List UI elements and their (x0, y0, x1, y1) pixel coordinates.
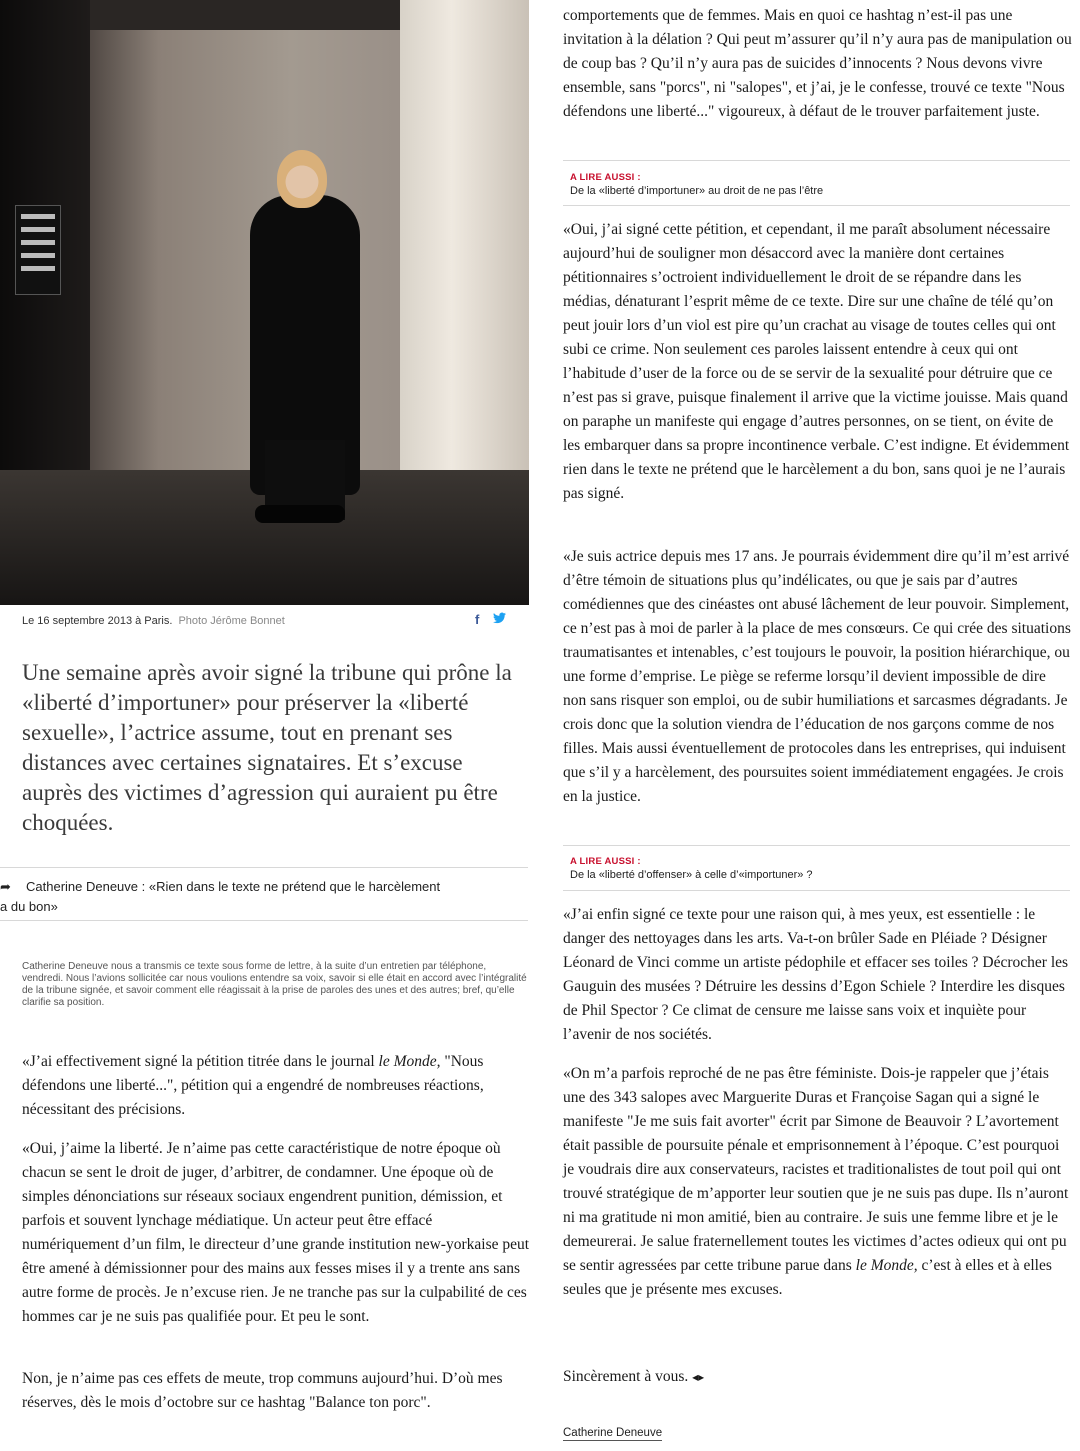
paragraph-1-text-end: "Nous défendons une liberté...", pétition qui a engendré de nombreuses réactions, nécessitant des précisions. (22, 1053, 484, 1118)
lire-aussi-2[interactable] (570, 856, 813, 882)
photo-figure-shoes (255, 505, 345, 523)
lire-aussi-link[interactable]: De la «liberté d’offenser» à celle d’«importuner» ? (570, 869, 813, 881)
paragraph-7-text: «On m’a parfois reproché de ne pas être féministe. Dois-je rappeler que j’étais une des 343 salopes avec Marguerite Duras et Françoise Sagan qui a signé le manifeste "Je me suis fait avorter" écrit par Simone de Beauvoir ? L’avortement était passible de poursuite pénale et emprisonnement à l’époque. C’est pourquoi je voudrais dire aux conservateurs, racistes et traditionalistes de tout poil qui ont trouvé stratégique de m’apporter leur soutien que je ne suis pas dupe. Ils n’auront ni ma gratitude ni mon amitié, bien au contraire. Je suis une femme libre et je le demeurerai. Je salue fraternellement toutes les victimes d’actes odieux qui ont pu se sentir agressées par cette tribune parue dans (563, 1065, 1069, 1274)
divider (563, 890, 1070, 891)
paragraph-6: «J’ai enfin signé ce texte pour une raison qui, à mes yeux, est essentielle : le danger des nettoyages dans les arts. Va-t-on brûler Sade en Pléiade ? Désigner Léonard de Vinci comme un artiste pédophile et effacer ses toiles ? Décrocher les Gauguin des musées ? Détruire les dessins d’Egon Schiele ? Interdire les disques de Phil Spector ? Ce climat de censure me laisse sans voix et inquiète pour l’avenir de nos sociétés. (563, 906, 1069, 1043)
lire-aussi-1[interactable] (570, 172, 823, 198)
divider (563, 205, 1070, 206)
paragraph-1-text: «J’ai effectivement signé la pétition titrée dans le journal (22, 1053, 379, 1070)
photo-wall-sign (15, 205, 61, 295)
twitter-icon[interactable] (493, 612, 506, 627)
caption-credit: Photo Jérôme Bonnet (178, 615, 285, 627)
related-line-2: a du bon» (0, 899, 58, 914)
divider (0, 920, 528, 921)
divider (563, 160, 1070, 161)
paragraph-5: «Je suis actrice depuis mes 17 ans. Je pourrais évidemment dire qu’il m’est arrivé d’être témoin de situations plus qu’indélicates, ou que je sais par d’autres comédiennes que des cinéastes ont abusé lâchement de leur pouvoir. Simplement, ce n’est pas à moi de parler à la place de mes consœurs. Ce qui crée des situations traumatisantes et intenables, c’est toujours le pouvoir, la position hiérarchique, ou une forme d’emprise. Le piège se referme lorsqu’il devient impossible de dire non sans risquer son emploi, ou de subir humiliations et sarcasmes dégradants. Je crois donc que la solution viendra de l’éducation de nos garçons comme de nos filles. Mais aussi éventuellement de protocoles dans les entreprises, qui induisent que s’il y a harcèlement, des poursuites soient immédiatement engagées. Je crois en la justice. (563, 548, 1071, 805)
closing-line (563, 1365, 1073, 1389)
editor-note: Catherine Deneuve nous a transmis ce texte sous forme de lettre, à la suite d’un entretien par téléphone, vendredi. Nous l’avions sollicitée car nous voulions entendre sa voix, savoir si elle était en accord avec l’intégralité de la tribune signée, et savoir comment elle réagissait à la prise de paroles des unes et des autres; bref, qu’elle clarifie sa position. (22, 961, 527, 1008)
photo-caption (22, 615, 285, 627)
paragraph-2: «Oui, j’aime la liberté. Je n’aime pas cette caractéristique de notre époque où chacun se sent le droit de juger, d’arbitrer, de condamner. Une époque où de simples dénonciations sur réseaux sociaux engendrent punition, démission, et parfois et souvent lynchage médiatique. Un acteur peut être effacé numériquement d’un film, le directeur d’une grande institution new-yorkaise peut être amené à démissionner pour des mains aux fesses mises il y a trente ans sans autre forme de procès. Je n’excuse rien. Je ne tranche pas sur la culpabilité de ces hommes car je ne suis pas qualifiée pour. Et peu le sont. (22, 1140, 530, 1325)
article-lede: Une semaine après avoir signé la tribune qui prône la «liberté d’importuner» pour préserver la «liberté sexuelle», l’actrice assume, tout en prenant ses distances avec certaines signataires. Et s’excuse auprès des victimes d’agression qui auraient pu être choquées. (22, 660, 512, 835)
photo-pillar (400, 0, 529, 500)
lire-aussi-kicker: A LIRE AUSSI : (570, 856, 641, 867)
paragraph-7-text-end: c’est à elles et à elles seules que je présente mes excuses. (563, 1257, 1052, 1298)
facebook-icon[interactable]: f (475, 612, 480, 627)
paragraph-4: «Oui, j’ai signé cette pétition, et cependant, il me paraît absolument nécessaire aujourd’hui de souligner mon désaccord avec la manière dont certaines pétitionnaires s’octroient individuellement le droit de se répandre dans les médias, dénaturant l’esprit même de ce texte. Dire sur une chaîne de télé qu’on peut jouir lors d’un viol est pire qu’un crachat au visage de toutes celles qui ont subi ce crime. Non seulement ces paroles laissent entendre à ceux qui ont l’habitude d’user de la force ou de se servir de la sexualité pour détruire que ce n’est pas si grave, puisque finalement il arrive que la victime jouisse. Mais quand on paraphe un manifeste qui engage d’autres personnes, on se tient, on évite de les embarquer dans sa propre incontinence verbale. C’est indigne. Et évidemment rien dans le texte ne prétend que le harcèlement a du bon, sans quoi je ne l’aurais pas signé. (563, 221, 1070, 502)
closing-text: Sincèrement à vous. (563, 1368, 689, 1385)
related-line-1: Catherine Deneuve : «Rien dans le texte ne prétend que le harcèlement (26, 879, 441, 894)
related-article-link[interactable] (0, 877, 520, 917)
end-of-article-icon: ◂▸ (692, 1370, 705, 1384)
photo-ceiling (90, 0, 400, 30)
caption-date: Le 16 septembre 2013 à Paris. (22, 615, 173, 627)
author-signature[interactable]: Catherine Deneuve (563, 1427, 663, 1439)
share-arrow-icon: ➦ (0, 879, 11, 894)
paragraph-1 (22, 1050, 532, 1122)
divider (563, 845, 1070, 846)
article-photo (0, 0, 529, 605)
divider (0, 867, 528, 868)
paragraph-7 (563, 1062, 1073, 1302)
paragraph-7-newspaper: le Monde, (855, 1257, 918, 1274)
paragraph-continued: comportements que de femmes. Mais en quoi ce hashtag n’est-il pas une invitation à la délation ? Qui peut m’assurer qu’il n’y aura pas de manipulation ou de coup bas ? Qu’il n’y aura pas de suicides d’innocents ? Nous devons vivre ensemble, sans "porcs", ni "salopes", et j’ai, je le confesse, trouvé ce texte "Nous défendons une liberté..." vigoureux, à défaut de le trouver parfaitement juste. (563, 7, 1072, 120)
lire-aussi-kicker: A LIRE AUSSI : (570, 172, 641, 183)
lire-aussi-link[interactable]: De la «liberté d’importuner» au droit de ne pas l’être (570, 185, 824, 197)
paragraph-1-newspaper: le Monde, (378, 1053, 441, 1070)
paragraph-3: Non, je n’aime pas ces effets de meute, trop communs aujourd’hui. D’où mes réserves, dès le mois d’octobre sur ce hashtag "Balance ton porc". (22, 1370, 503, 1411)
photo-figure-head (277, 150, 327, 208)
